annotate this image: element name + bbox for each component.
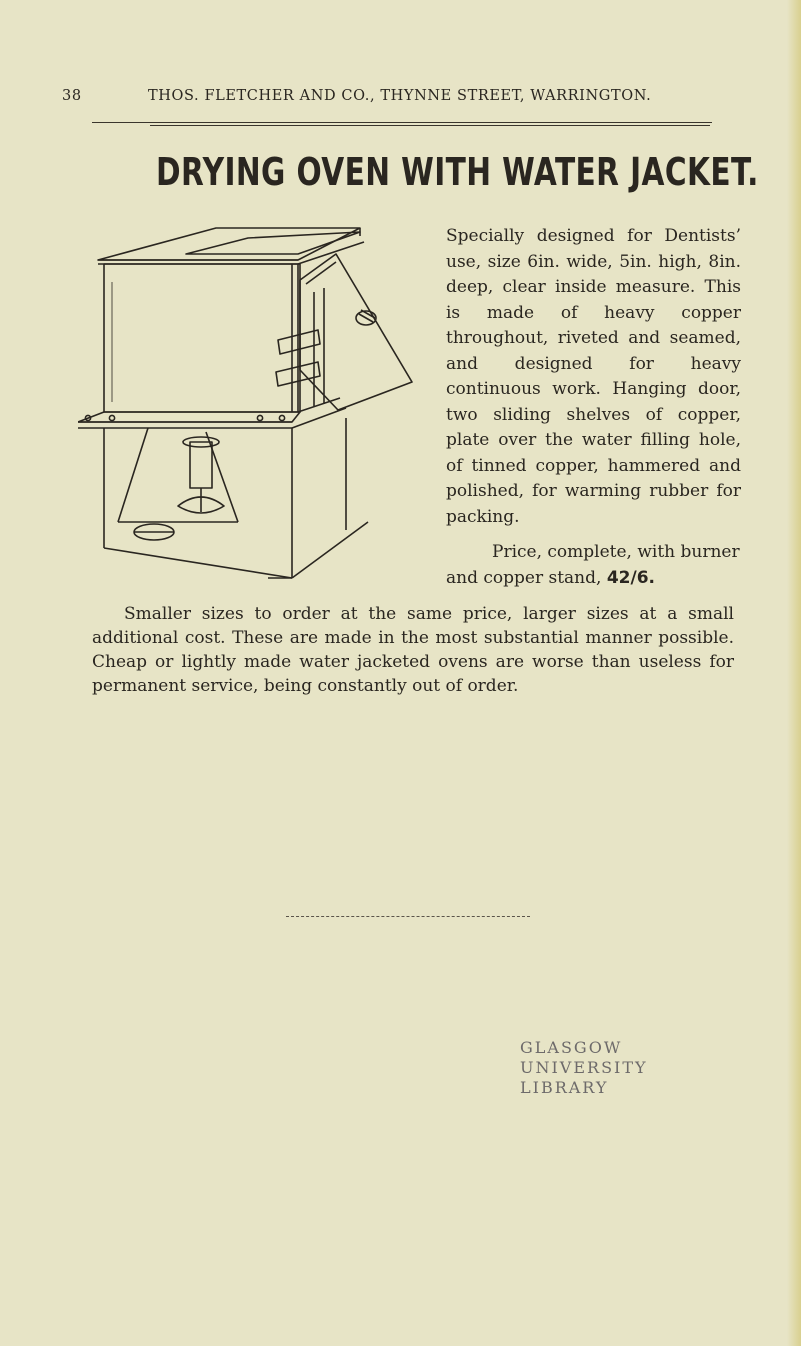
- page-number: 38: [62, 88, 82, 104]
- drying-oven-illustration: [78, 222, 418, 594]
- section-divider: [286, 916, 530, 917]
- page-title: DRYING OVEN WITH WATER JACKET.: [156, 150, 759, 194]
- header-rule-double: [150, 125, 710, 126]
- oven-top-inner: [186, 232, 360, 254]
- footer-paragraph: Smaller sizes to order at the same price, larger sizes at a small additional cost. These are made in the most substantial manner possible. Cheap or lightly made water jacketed ovens are worse than useless for permanent service, being constantly out of order.: [92, 604, 734, 696]
- oven-body: [104, 264, 300, 412]
- oven-door: [300, 254, 412, 410]
- product-description: Specially designed for Dentists’ use, size 6in. wide, 5in. high, 8in. deep, clear inside measure. This is made of heavy copper throughout, riveted and seamed, and designed for heavy continuous work. Hanging door, two sliding shelves of copper, plate over the water filling hole, of tinned copper, hammered and polished, for warming rubber for packing.: [446, 226, 741, 527]
- stamp-line-1: GLASGOW: [520, 1038, 623, 1057]
- library-stamp: [520, 1038, 648, 1098]
- running-title: THOS. FLETCHER AND CO., THYNNE STREET, WARRINGTON.: [148, 88, 652, 104]
- price-text: Price, complete, with burner and copper stand,: [446, 542, 740, 588]
- burner-column: [190, 442, 212, 488]
- page-edge: [787, 0, 801, 1346]
- price-amount: 42/6.: [606, 567, 655, 588]
- header-rule: [92, 122, 712, 123]
- stamp-line-2: UNIVERSITY: [520, 1058, 648, 1077]
- oven-top-plate: [98, 228, 360, 260]
- price-line: [446, 540, 741, 591]
- stamp-line-3: LIBRARY: [520, 1078, 609, 1097]
